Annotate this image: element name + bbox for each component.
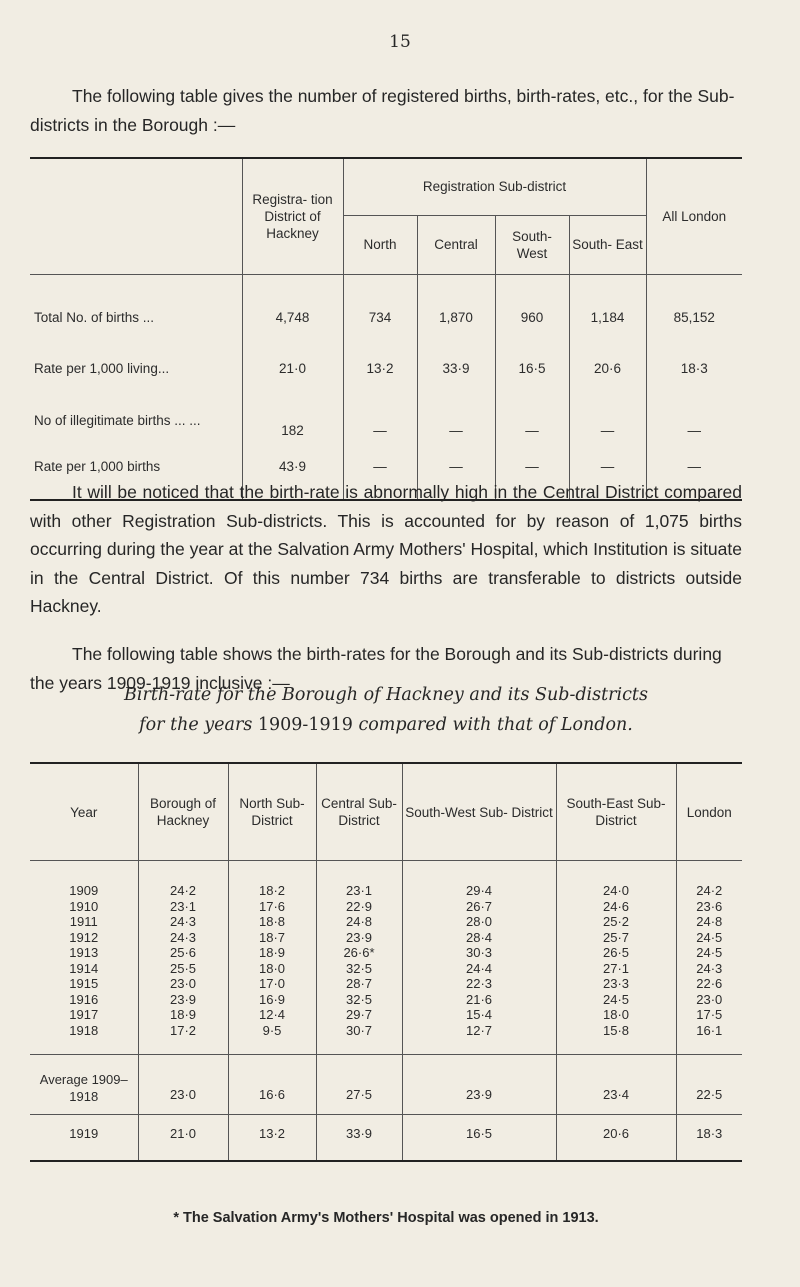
cell: 22·5 bbox=[676, 1055, 742, 1115]
table-intro-paragraph: The following table shows the birth-rates for the Borough and its Sub-districts during the years 1909-1919 inclusive :— bbox=[30, 644, 722, 693]
cell: 20·6 bbox=[556, 1115, 676, 1161]
col-subdistrict-group: Registration Sub-district bbox=[343, 158, 646, 215]
col-south-west: South-West Sub- District bbox=[402, 763, 556, 861]
rate-cell: 24·6 bbox=[556, 899, 676, 915]
rate-cell: 29·4 bbox=[402, 861, 556, 899]
rate-cell: 24·8 bbox=[676, 914, 742, 930]
rate-cell: 23·1 bbox=[316, 861, 402, 899]
col-all-london: All London bbox=[646, 158, 742, 274]
rate-cell: 28·7 bbox=[316, 976, 402, 992]
col-south-east: South-East Sub- District bbox=[556, 763, 676, 861]
cell: 18·3 bbox=[646, 350, 742, 386]
rate-cell: 18·2 bbox=[228, 861, 316, 899]
table-row bbox=[30, 1023, 742, 1055]
col-year: Year bbox=[30, 763, 138, 861]
cell: 1,870 bbox=[417, 274, 495, 350]
rate-cell: 17·2 bbox=[138, 1023, 228, 1055]
rate-cell: 28·4 bbox=[402, 930, 556, 946]
table-row bbox=[30, 930, 742, 946]
rate-cell: 21·6 bbox=[402, 992, 556, 1008]
rate-cell: 24·3 bbox=[138, 914, 228, 930]
cell: 13·2 bbox=[343, 350, 417, 386]
year-rows bbox=[30, 861, 742, 1055]
rate-cell: 25·2 bbox=[556, 914, 676, 930]
cell: 85,152 bbox=[646, 274, 742, 350]
rate-cell: 18·0 bbox=[556, 1007, 676, 1023]
rate-cell: 26·5 bbox=[556, 945, 676, 961]
cell: — bbox=[646, 448, 742, 500]
cell: 13·2 bbox=[228, 1115, 316, 1161]
cell: — bbox=[569, 448, 646, 500]
caption-part-a: for the years bbox=[139, 715, 253, 735]
cell: — bbox=[495, 386, 569, 448]
rate-cell: 24·2 bbox=[676, 861, 742, 899]
cell: 43·9 bbox=[242, 448, 343, 500]
rate-cell: 24·8 bbox=[316, 914, 402, 930]
table-row bbox=[30, 914, 742, 930]
rate-cell: 26·6* bbox=[316, 945, 402, 961]
rate-cell: 27·1 bbox=[556, 961, 676, 977]
rate-cell: 23·0 bbox=[676, 992, 742, 1008]
col-registration-district: Registra- tion District of Hackney bbox=[242, 158, 343, 274]
rate-cell: 22·6 bbox=[676, 976, 742, 992]
rate-cell: 26·7 bbox=[402, 899, 556, 915]
footnote: * The Salvation Army's Mothers' Hospital was opened in 1913. bbox=[173, 1210, 599, 1226]
rate-cell: 25·7 bbox=[556, 930, 676, 946]
rate-cell: 18·0 bbox=[228, 961, 316, 977]
rate-cell: 24·5 bbox=[556, 992, 676, 1008]
col-north: North bbox=[343, 215, 417, 274]
row-label bbox=[30, 386, 242, 448]
blank-header bbox=[30, 158, 242, 274]
cell: 16·5 bbox=[402, 1115, 556, 1161]
average-row bbox=[30, 1055, 742, 1115]
table-row bbox=[30, 945, 742, 961]
cell: 27·5 bbox=[316, 1055, 402, 1115]
rate-cell: 25·6 bbox=[138, 945, 228, 961]
year-cell: 1915 bbox=[69, 976, 99, 991]
col-south-west: South- West bbox=[495, 215, 569, 274]
cell: 20·6 bbox=[569, 350, 646, 386]
year-cell: 1914 bbox=[69, 960, 99, 976]
intro-paragraph: The following table gives the number of registered births, birth-rates, etc., for the Sub-districts in the Borough :— bbox=[30, 86, 735, 135]
cell: 33·9 bbox=[417, 350, 495, 386]
rate-cell: 17·6 bbox=[228, 899, 316, 915]
row-label-text: No of illegitimate births ... ... bbox=[34, 413, 201, 428]
cell: — bbox=[495, 448, 569, 500]
cell: 16·6 bbox=[228, 1055, 316, 1115]
cell: 4,748 bbox=[242, 274, 343, 350]
rate-cell: 16·1 bbox=[676, 1023, 742, 1055]
rate-cell: 9·5 bbox=[228, 1023, 316, 1055]
rate-cell: 15·8 bbox=[556, 1023, 676, 1055]
table-row bbox=[30, 899, 742, 915]
year-cell: 1913 bbox=[69, 945, 99, 960]
table-row bbox=[30, 350, 742, 386]
table-row bbox=[30, 992, 742, 1008]
row-label: Total No. of births ... bbox=[34, 309, 155, 325]
cell: Average 1909–1918 bbox=[30, 1055, 138, 1115]
page-number: 15 bbox=[389, 32, 411, 52]
cell: — bbox=[646, 386, 742, 448]
rate-cell: 23·6 bbox=[676, 899, 742, 915]
row-label: Rate per 1,000 births bbox=[34, 459, 161, 474]
cell: 182 bbox=[242, 386, 343, 448]
cell: 1,184 bbox=[569, 274, 646, 350]
year-cell: 1918 bbox=[69, 1022, 99, 1038]
rate-cell: 17·0 bbox=[228, 976, 316, 992]
cell: 734 bbox=[343, 274, 417, 350]
rate-cell: 12·7 bbox=[402, 1023, 556, 1055]
rate-cell: 30·7 bbox=[316, 1023, 402, 1055]
cell: 1919 bbox=[30, 1115, 138, 1161]
rate-cell: 18·9 bbox=[138, 1007, 228, 1023]
rate-cell: 16·9 bbox=[228, 992, 316, 1008]
rate-cell: 25·5 bbox=[138, 961, 228, 977]
rate-cell: 30·3 bbox=[402, 945, 556, 961]
rate-cell: 24·3 bbox=[138, 930, 228, 946]
row-label: Rate per 1,000 living... bbox=[34, 360, 170, 376]
cell: — bbox=[343, 386, 417, 448]
col-south-east: South- East bbox=[569, 215, 646, 274]
col-central: Central bbox=[417, 215, 495, 274]
cell: 21·0 bbox=[138, 1115, 228, 1161]
table-row bbox=[30, 386, 742, 448]
rate-cell: 17·5 bbox=[676, 1007, 742, 1023]
rate-cell: 15·4 bbox=[402, 1007, 556, 1023]
cell: 23·4 bbox=[556, 1055, 676, 1115]
table-row bbox=[30, 861, 742, 899]
year-cell: 1911 bbox=[69, 914, 98, 929]
cell: 21·0 bbox=[242, 350, 343, 386]
year-cell: 1917 bbox=[69, 1007, 99, 1022]
births-table bbox=[30, 157, 742, 501]
rate-cell: 24·0 bbox=[556, 861, 676, 899]
cell: — bbox=[569, 386, 646, 448]
year-cell: 1910 bbox=[69, 898, 99, 914]
rate-cell: 18·9 bbox=[228, 945, 316, 961]
caption-line-2 bbox=[30, 710, 742, 740]
rate-cell: 18·7 bbox=[228, 930, 316, 946]
col-central: Central Sub- District bbox=[316, 763, 402, 861]
rate-cell: 18·8 bbox=[228, 914, 316, 930]
birth-rate-table bbox=[30, 762, 742, 1162]
rate-cell: 22·9 bbox=[316, 899, 402, 915]
rate-cell: 23·1 bbox=[138, 899, 228, 915]
rate-cell: 22·3 bbox=[402, 976, 556, 992]
explanation-paragraph: It will be noticed that the birth-rate is abnormally high in the Central District compared with other Registration Sub-districts. This is accounted for by reason of 1,075 births occurring during the year at the Salvation Army Mothers' Hospital, which Institution is situate in the Central District. Of this number 734 births are transferable to districts outside Hackney. bbox=[30, 482, 742, 616]
caption-part-c: compared with that of London. bbox=[358, 715, 633, 735]
table-row bbox=[30, 274, 742, 350]
rate-cell: 23·0 bbox=[138, 976, 228, 992]
table-row bbox=[30, 1007, 742, 1023]
rate-cell: 23·3 bbox=[556, 976, 676, 992]
table-row bbox=[30, 961, 742, 977]
caption-years: 1909-1919 bbox=[257, 715, 353, 735]
year-cell: 1909 bbox=[69, 883, 99, 898]
rate-cell: 12·4 bbox=[228, 1007, 316, 1023]
rate-cell: 24·2 bbox=[138, 861, 228, 899]
col-north: North Sub- District bbox=[228, 763, 316, 861]
table-caption bbox=[30, 680, 742, 740]
header-row bbox=[30, 763, 742, 861]
rate-cell: 32·5 bbox=[316, 961, 402, 977]
rate-cell: 32·5 bbox=[316, 992, 402, 1008]
col-london: London bbox=[676, 763, 742, 861]
rate-cell: 23·9 bbox=[316, 930, 402, 946]
cell: 23·9 bbox=[402, 1055, 556, 1115]
cell: 18·3 bbox=[676, 1115, 742, 1161]
cell: 23·0 bbox=[138, 1055, 228, 1115]
caption-line-1: Birth-rate for the Borough of Hackney and its Sub-districts bbox=[124, 685, 648, 705]
cell: 960 bbox=[495, 274, 569, 350]
year-cell: 1916 bbox=[69, 991, 99, 1007]
cell: 33·9 bbox=[316, 1115, 402, 1161]
rate-cell: 24·4 bbox=[402, 961, 556, 977]
row-1919 bbox=[30, 1115, 742, 1161]
rate-cell: 24·5 bbox=[676, 945, 742, 961]
rate-cell: 24·3 bbox=[676, 961, 742, 977]
rate-cell: 29·7 bbox=[316, 1007, 402, 1023]
year-cell: 1912 bbox=[69, 929, 99, 945]
rate-cell: 28·0 bbox=[402, 914, 556, 930]
cell: 16·5 bbox=[495, 350, 569, 386]
col-borough: Borough of Hackney bbox=[138, 763, 228, 861]
cell: — bbox=[343, 448, 417, 500]
table-row bbox=[30, 976, 742, 992]
cell: — bbox=[417, 448, 495, 500]
cell: — bbox=[417, 386, 495, 448]
rate-cell: 24·5 bbox=[676, 930, 742, 946]
rate-cell: 23·9 bbox=[138, 992, 228, 1008]
